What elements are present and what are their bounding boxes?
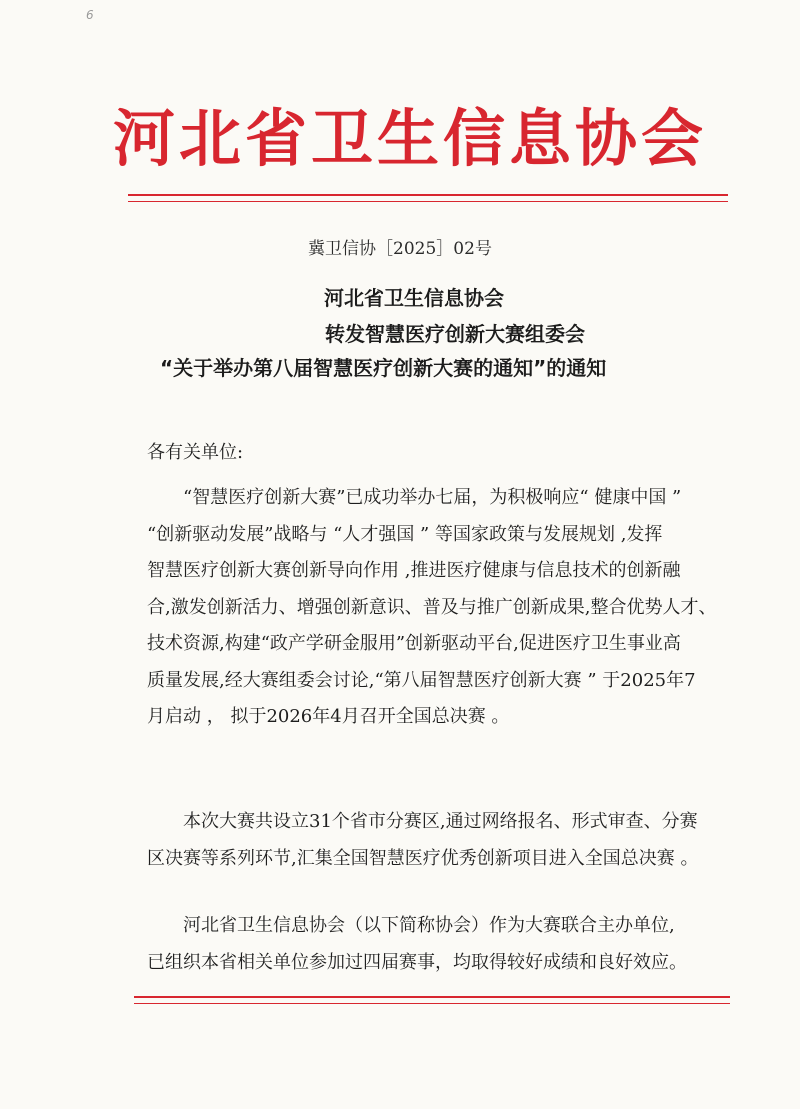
paragraph-line: 技术资源,构建“政产学研金服用”创新驱动平台,促进医疗卫生事业高 <box>147 633 681 654</box>
letterhead-rule-thick <box>128 194 728 196</box>
paragraph-line: “智慧医疗创新大赛”已成功举办七届，为积极响应“ 健康中国 ” <box>183 487 682 508</box>
organization-letterhead-title: 河北省卫生信息协会 <box>112 102 707 175</box>
letterhead-rule-thin <box>128 201 728 202</box>
paragraph-line: 已组织本省相关单位参加过四届赛事，均取得较好成绩和良好效应。 <box>147 951 687 973</box>
paragraph-line: 智慧医疗创新大赛创新导向作用 ,推进医疗健康与信息技术的创新融 <box>147 560 681 581</box>
salutation: 各有关单位: <box>147 442 244 463</box>
paragraph-line: “创新驱动发展”战略与 “人才强国 ” 等国家政策与发展规划 ,发挥 <box>147 523 663 545</box>
paragraph-line: 月启动 ， 拟于2026年4月召开全国总决赛 。 <box>147 706 510 727</box>
paragraph-line: 质量发展,经大赛组委会讨论,“第八届智慧医疗创新大赛 ” 于2025年7 <box>147 669 696 691</box>
paragraph-line: 区决赛等系列环节,汇集全国智慧医疗优秀创新项目进入全国总决赛 。 <box>147 847 699 869</box>
body-paragraph-2 <box>147 804 698 877</box>
notice-heading-line-3: “关于举办第八届智慧医疗创新大赛的通知”的通知 <box>160 356 607 380</box>
page-corner-mark: 6 <box>86 8 94 22</box>
document-number: 冀卫信协［2025］02号 <box>308 239 492 259</box>
paragraph-line: 合,激发创新活力、增强创新意识、普及与推广创新成果,整合优势人才、 <box>147 596 717 618</box>
notice-heading-line-2: 转发智慧医疗创新大赛组委会 <box>325 322 585 346</box>
footer-rule-thin <box>134 1003 730 1004</box>
body-paragraph-1 <box>147 480 716 736</box>
notice-heading-line-1: 河北省卫生信息协会 <box>324 286 504 310</box>
footer-rule-thick <box>134 996 730 998</box>
paragraph-line: 河北省卫生信息协会（以下简称协会）作为大赛联合主办单位, <box>183 915 675 936</box>
paragraph-line: 本次大赛共设立31个省市分赛区,通过网络报名、形式审查、分赛 <box>183 811 698 832</box>
body-paragraph-3 <box>147 908 687 981</box>
